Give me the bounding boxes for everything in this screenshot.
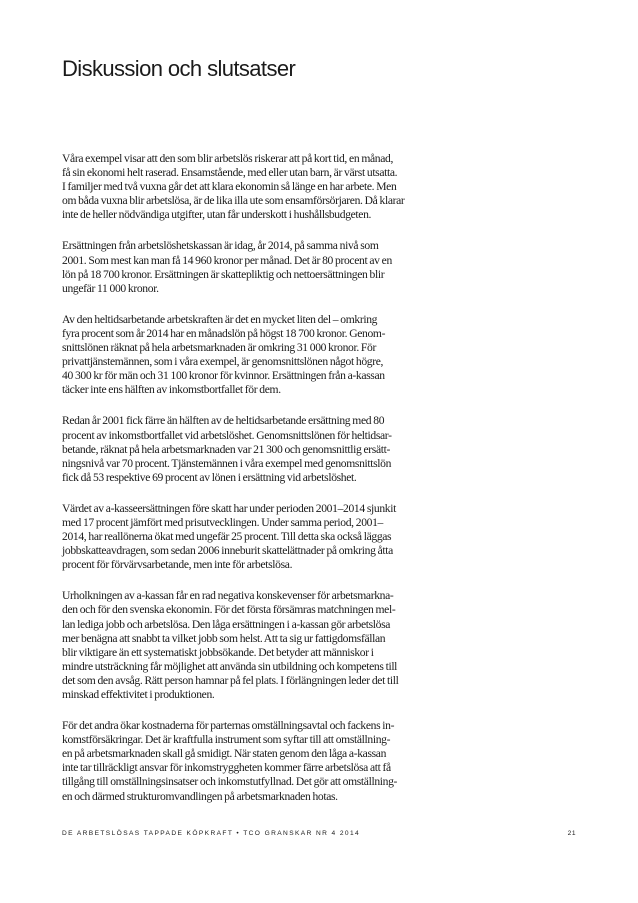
text-line: 2014, har reallönerna ökat med ungefär 25 procent. Till detta ska också läggas <box>62 530 392 544</box>
text-line: mer benägna att snabbt ta vilket jobb som helst. Att ta sig ur fattigdomsfällan <box>62 631 386 645</box>
text-line: minskad effektivitet i produktionen. <box>62 688 215 701</box>
text-line: Urholkningen av a-kassan får en rad negativa konskevenser för arbetsmarkna- <box>62 589 394 603</box>
text-line: fick då 53 respektive 69 procent av lönen i ersättning vid arbetslöshet. <box>62 470 357 484</box>
text-line: lan lediga jobb och arbetslösa. Den låga ersättningen i a-kassan gör arbetslösa <box>62 617 391 631</box>
paragraph-6 <box>62 589 454 702</box>
text-line: täcker inte ens hälften av inkomstbortfallet för dem. <box>62 383 281 397</box>
text-line: lön på 18 700 kronor. Ersättningen är skattepliktig och nettoersättningen blir <box>62 267 385 281</box>
text-line: Ersättningen från arbetslöshetskassan är idag, år 2014, på samma nivå som <box>62 239 379 253</box>
paragraph-2 <box>62 239 454 295</box>
text-line: privattjänstemännen, som i våra exempel, är genomsnittslönen något högre, <box>62 355 384 369</box>
page-title: Diskussion och slutsatser <box>62 56 296 81</box>
body-text <box>62 152 454 821</box>
text-line: I familjer med två vuxna går det att klara ekonomin så länge en har arbete. Men <box>62 180 397 194</box>
page-footer <box>62 830 576 842</box>
text-line: betande, räknat på hela arbetsmarknaden var 21 300 och genomsnittlig ersätt- <box>62 442 390 456</box>
text-line: 2001. Som mest kan man få 14 960 kronor per månad. Det är 80 procent av en <box>62 253 392 267</box>
text-line: För det andra ökar kostnaderna för parternas omställningsavtal och fackens in- <box>62 719 395 733</box>
text-line: 40 300 kr för män och 31 100 kronor för kvinnor. Ersättningen från a-kassan <box>62 369 385 383</box>
text-line: blir viktigare än ett systematiskt jobbsökande. Det betyder att människor i <box>62 645 374 659</box>
text-line: fyra procent som år 2014 har en månadslön på högst 18 700 kronor. Genom- <box>62 326 386 340</box>
text-line: en på arbetsmarknaden skall gå smidigt. När staten genom den låga a-kassan <box>62 747 387 761</box>
text-line: mindre utsträckning får möjlighet att använda sin utbildning och kompetens till <box>62 659 398 673</box>
text-line: med 17 procent jämfört med prisutvecklingen. Under samma period, 2001– <box>62 515 383 529</box>
text-line: ungefär 11 000 kronor. <box>62 281 159 295</box>
text-line: Våra exempel visar att den som blir arbetslös riskerar att på kort tid, en månad, <box>62 152 394 165</box>
text-line: Värdet av a-kasseersättningen före skatt har under perioden 2001–2014 sjunkit <box>62 501 396 515</box>
text-line: komstförsäkringar. Det är kraftfulla instrument som syftar till att omställning- <box>62 733 391 747</box>
text-line: tillgång till omställningsinsatser och inkomstutfyllnad. Det gör att omställning- <box>62 775 398 789</box>
running-footer-title: DE ARBETSLÖSAS TAPPADE KÖPKRAFT • TCO GRANSKAR NR 4 2014 <box>62 830 361 837</box>
text-line: det som den avsåg. Rätt person hamnar på fel plats. I förlängningen leder det till <box>62 673 399 687</box>
text-line: procent för förvärvsarbetande, men inte för arbetslösa. <box>62 558 293 572</box>
paragraph-5 <box>62 502 454 572</box>
text-line: ningsnivå var 70 procent. Tjänstemännen i våra exempel med genomsnittslön <box>62 456 392 470</box>
text-line: den och för den svenska ekonomin. För det första försämras matchningen mel- <box>62 603 396 617</box>
text-line: få sin ekonomi helt raserad. Ensamstående, med eller utan barn, är värst utsatta. <box>62 166 398 180</box>
page-number: 21 <box>567 830 576 837</box>
paragraph-7 <box>62 719 454 804</box>
paragraph-1 <box>62 152 454 222</box>
text-line: om båda vuxna blir arbetslösa, är de lika illa ute som ensamförsörjaren. Då klarar <box>62 194 405 208</box>
text-line: procent av inkomstbortfallet vid arbetslöshet. Genomsnittslönen för heltidsar- <box>62 428 392 442</box>
text-line: inte tar tillräckligt ansvar för inkomstryggheten kommer färre arbetslösa att få <box>62 761 391 775</box>
text-line: jobbskatteavdragen, som sedan 2006 inneburit skattelättnader på omkring åtta <box>62 544 393 558</box>
text-line: inte de heller nödvändiga utgifter, utan får underskott i hushållsbudgeten. <box>62 208 372 222</box>
paragraph-3 <box>62 313 454 398</box>
text-line: Av den heltidsarbetande arbetskraften är det en mycket liten del – omkring <box>62 312 378 326</box>
paragraph-4 <box>62 414 454 484</box>
text-line: snittslönen räknat på hela arbetsmarknaden är omkring 31 000 kronor. För <box>62 341 376 355</box>
text-line: Redan år 2001 fick färre än hälften av de heltidsarbetande ersättning med 80 <box>62 414 385 428</box>
text-line: en och därmed strukturomvandlingen på arbetsmarknaden hotas. <box>62 789 338 803</box>
